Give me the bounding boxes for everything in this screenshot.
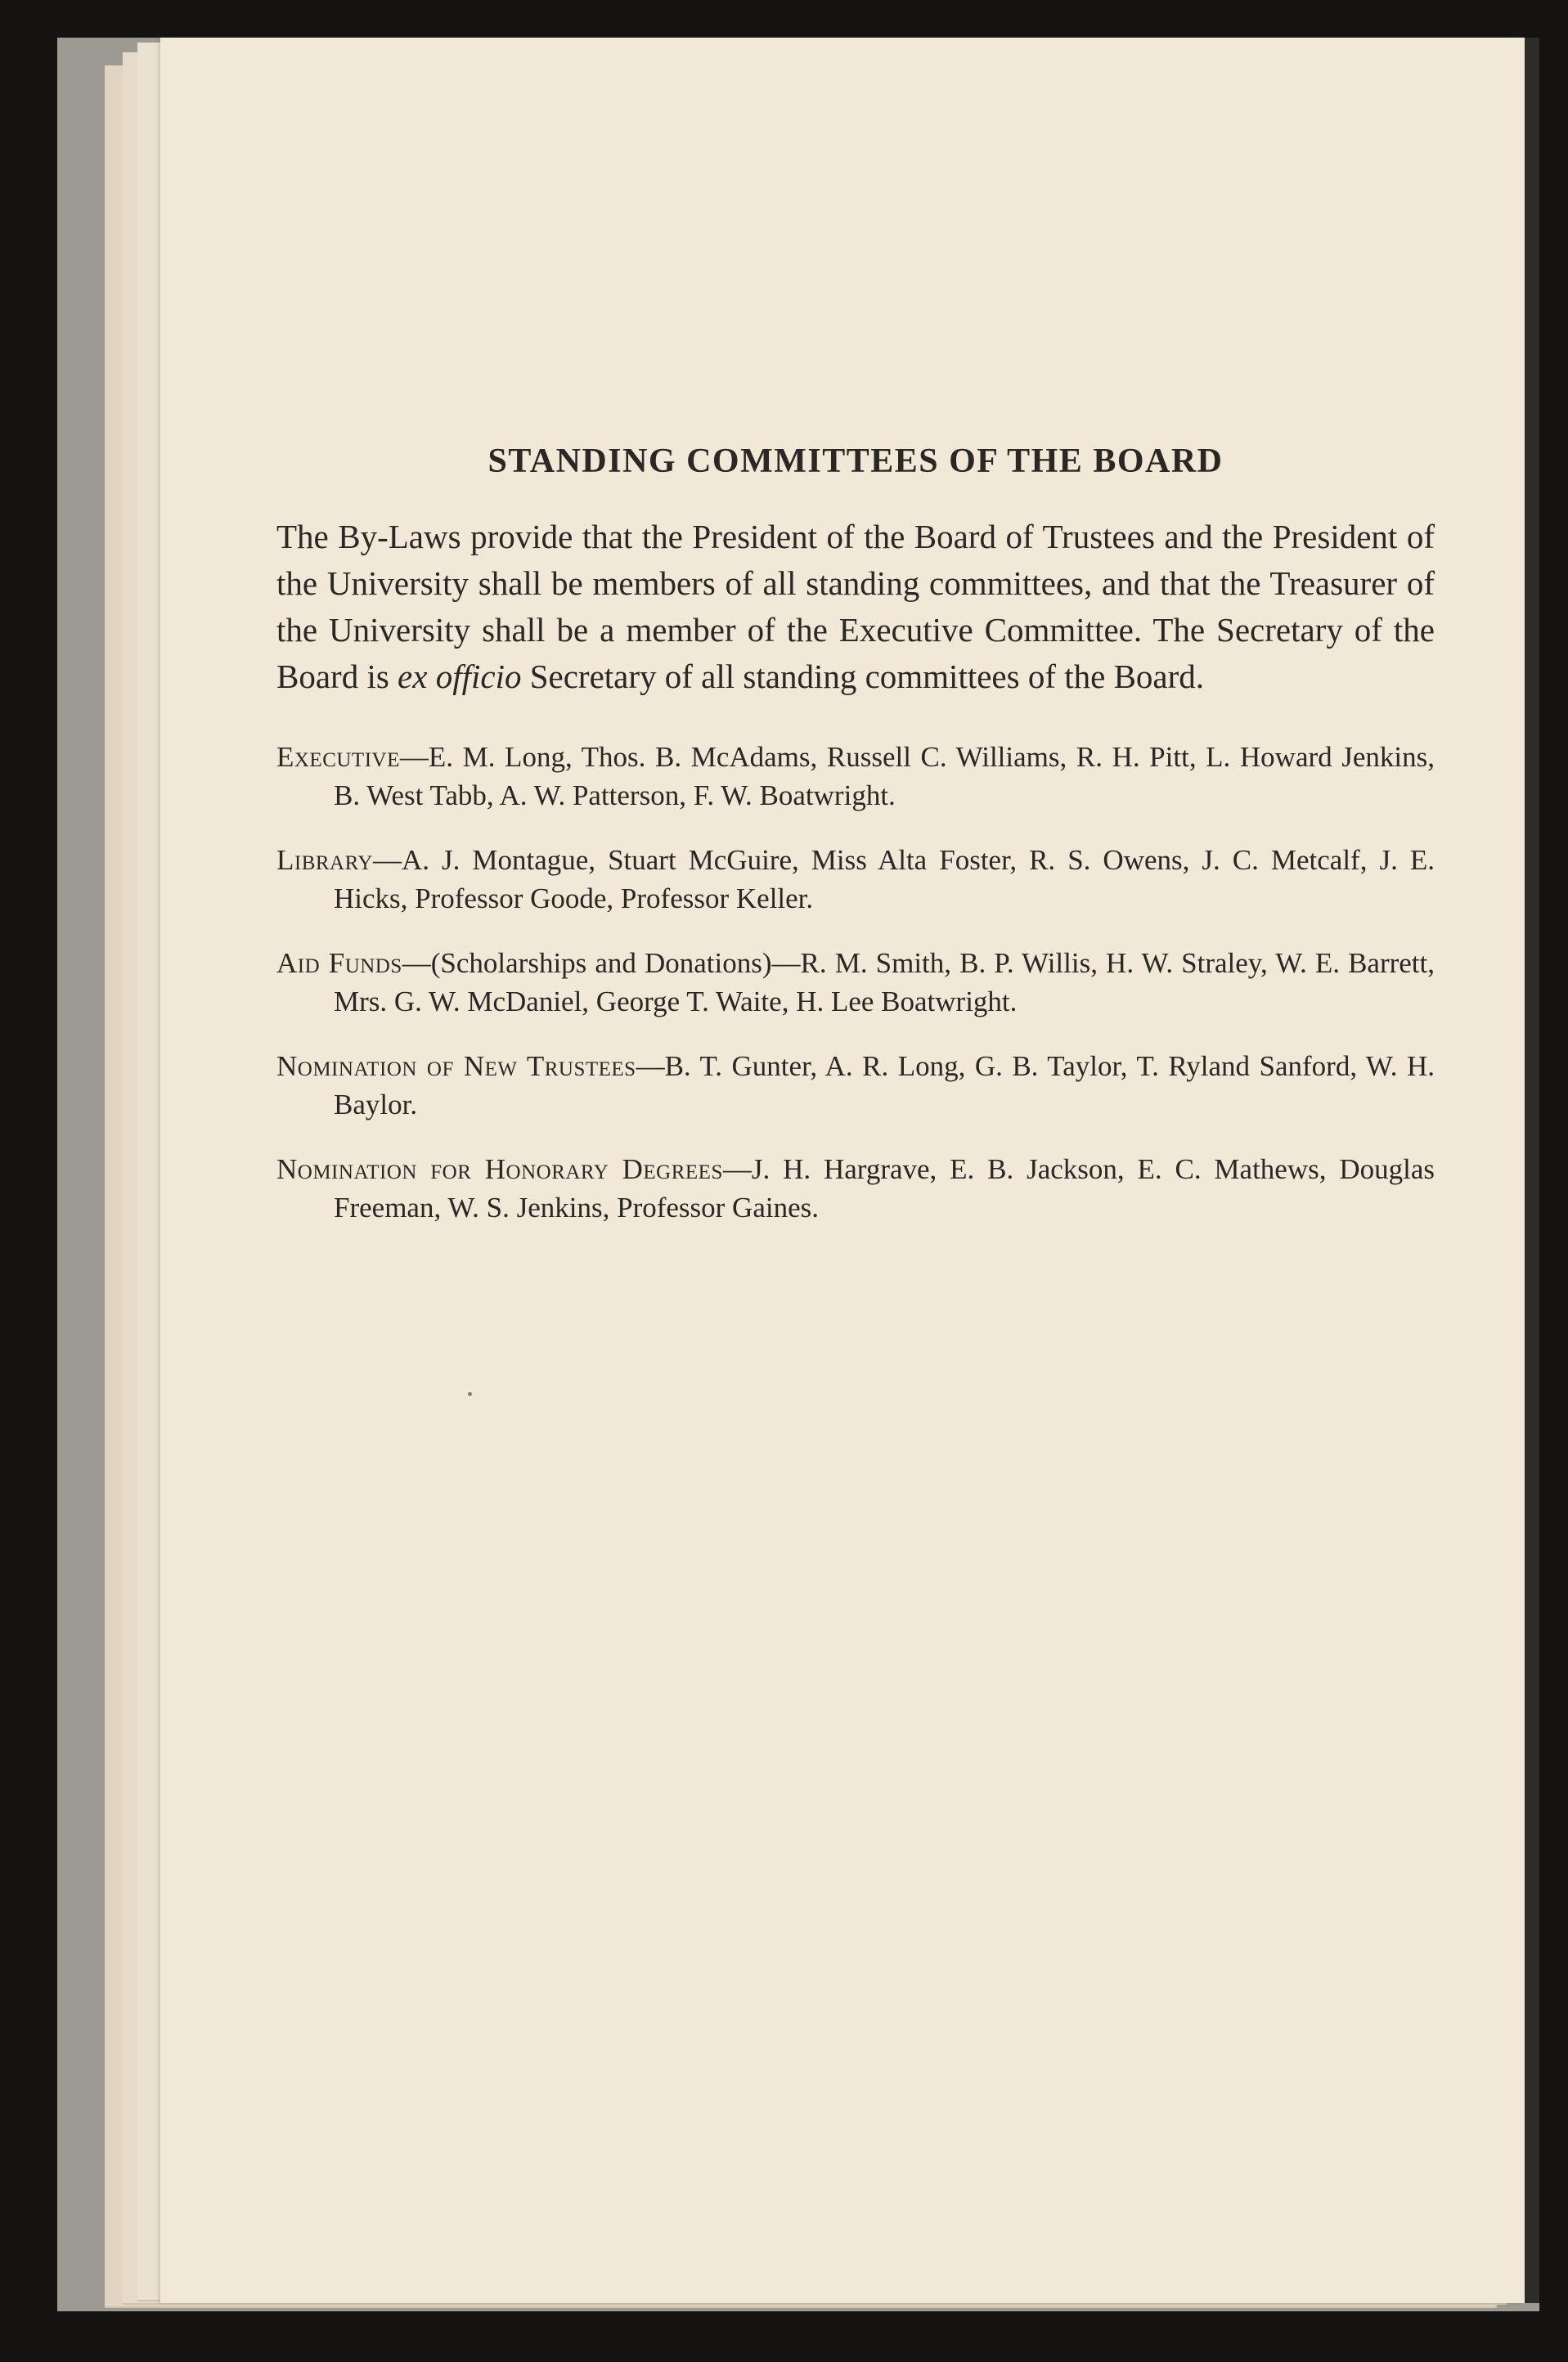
binding-gutter bbox=[1525, 38, 1539, 2303]
committee-members: —J. H. Hargrave, E. B. Jackson, E. C. Mathews, Douglas Freeman, W. S. Jenkins, Professor Gaines. bbox=[334, 1153, 1435, 1224]
committee-members: —A. J. Montague, Stuart McGuire, Miss Alta Foster, R. S. Owens, J. C. Metcalf, J. E. Hicks, Professor Goode, Professor Keller. bbox=[334, 844, 1435, 914]
page-title: STANDING COMMITTEES OF THE BOARD bbox=[487, 442, 1224, 480]
intro-text-end: Secretary of all standing committees of the Board. bbox=[521, 658, 1205, 695]
committee-members: —E. M. Long, Thos. B. McAdams, Russell C. Williams, R. H. Pitt, L. Howard Jenkins, B. West Tabb, A. W. Patterson, F. W. Boatwright. bbox=[334, 741, 1435, 811]
committee-name: Aid Funds bbox=[276, 947, 402, 979]
intro-paragraph bbox=[276, 514, 1435, 700]
committee-name: Nomination of New Trustees bbox=[276, 1050, 636, 1082]
committee-name: Library bbox=[276, 844, 373, 876]
committee-library bbox=[276, 841, 1435, 918]
intro-text: The By-Laws provide that the President of the Board of Trustees and the President of the University shall be members of all standing committees, and that the Treasurer of the University shall be a member of the Executive Committee. The Secretary of the Board is bbox=[276, 518, 1435, 695]
committee-aid-funds bbox=[276, 944, 1435, 1021]
committee-nomination-new-trustees bbox=[276, 1047, 1435, 1124]
committee-name: Executive bbox=[276, 741, 400, 773]
committee-executive bbox=[276, 738, 1435, 815]
committee-members: —(Scholarships and Donations)—R. M. Smith, B. P. Willis, H. W. Straley, W. E. Barrett, Mrs. G. W. McDaniel, George T. Waite, H. Lee Boatwright. bbox=[334, 947, 1435, 1017]
page-content bbox=[276, 442, 1435, 1253]
intro-italic-text: ex officio bbox=[398, 658, 522, 695]
committee-nomination-honorary-degrees bbox=[276, 1150, 1435, 1227]
committee-name: Nomination for Honorary Degrees bbox=[276, 1153, 723, 1185]
ink-speck bbox=[468, 1392, 472, 1396]
committee-members: —B. T. Gunter, A. R. Long, G. B. Taylor, T. Ryland Sanford, W. H. Baylor. bbox=[334, 1050, 1435, 1120]
